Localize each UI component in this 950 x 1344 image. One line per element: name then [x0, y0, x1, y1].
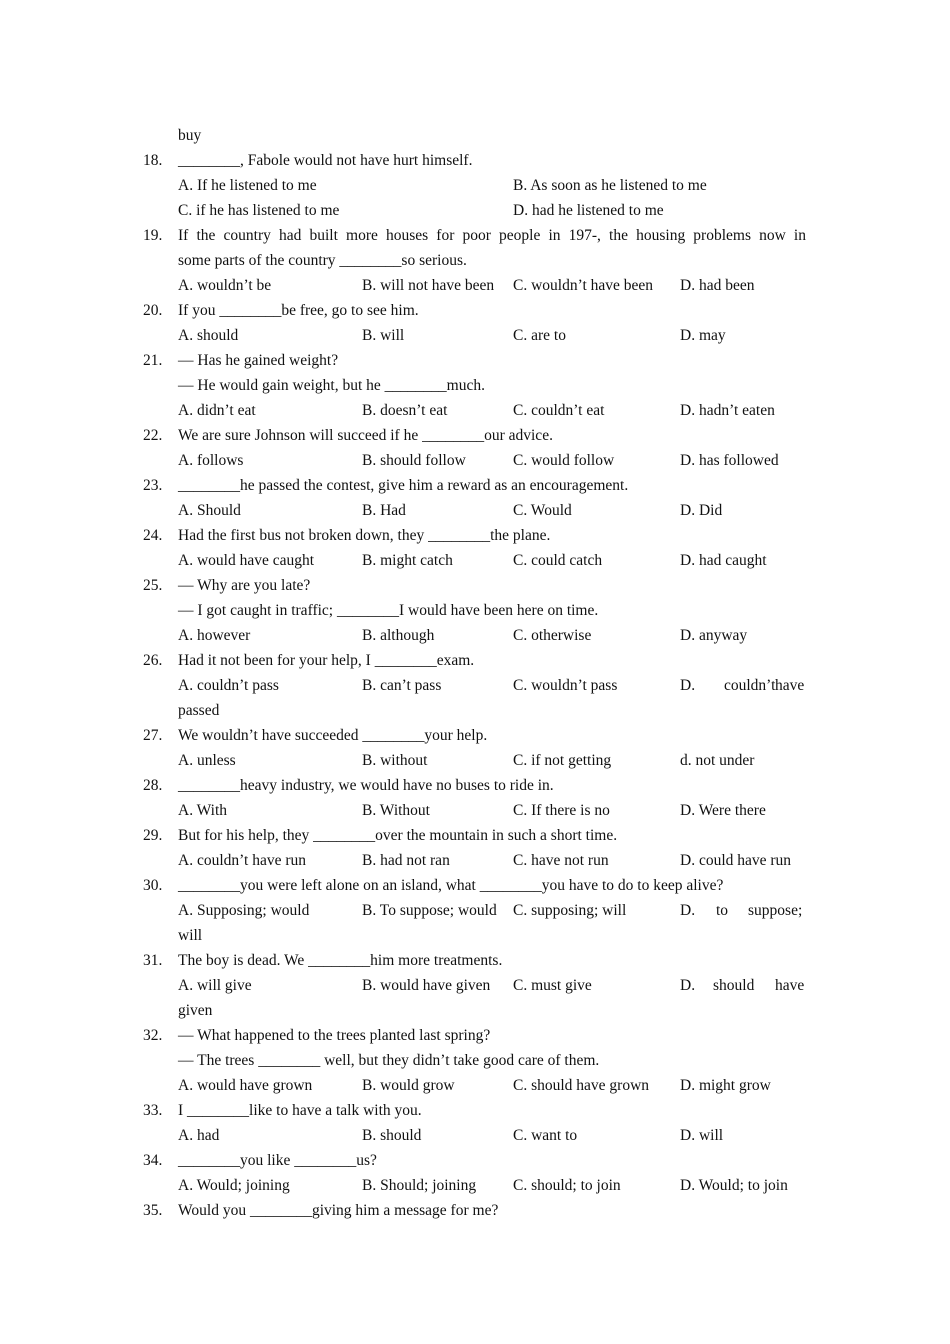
option-b: B. should follow — [362, 452, 466, 469]
option-c: C. if not getting — [513, 752, 612, 769]
option-d: D. might grow — [680, 1077, 771, 1094]
question-stem: The boy is dead. We ________him more treatments. — [178, 952, 503, 969]
option-c: C. could catch — [513, 552, 603, 569]
question-stem: I ________like to have a talk with you. — [178, 1102, 422, 1119]
question-stem-continued: — I got caught in traffic; ________I would have been here on time. — [178, 602, 599, 619]
option-a: A. If he listened to me — [178, 177, 317, 194]
option-b: B. As soon as he listened to me — [513, 177, 707, 194]
question-number: 18. — [143, 152, 163, 169]
option-b: B. without — [362, 752, 428, 769]
option-b: B. might catch — [362, 552, 453, 569]
question-number: 24. — [143, 527, 163, 544]
option-c: C. supposing; will — [513, 902, 627, 919]
option-a: A. With — [178, 802, 228, 819]
question-number: 20. — [143, 302, 163, 319]
question-stem: But for his help, they ________over the mountain in such a short time. — [178, 827, 618, 844]
option-c: C. otherwise — [513, 627, 592, 644]
option-d-word-3: have — [775, 977, 805, 994]
option-a: A. Would; joining — [178, 1177, 290, 1194]
question-stem-continued: — The trees ________ well, but they didn’t take good care of them. — [178, 1052, 600, 1069]
question-stem-continued: some parts of the country ________so serious. — [178, 252, 467, 269]
option-d: D. has followed — [680, 452, 779, 469]
option-b: B. would have given — [362, 977, 491, 994]
question-stem: ________he passed the contest, give him a reward as an encouragement. — [178, 477, 629, 494]
option-d-word-1: D. — [680, 977, 696, 994]
option-b: B. can’t pass — [362, 677, 442, 694]
question-stem: Had the first bus not broken down, they ________the plane. — [178, 527, 551, 544]
question-stem: We wouldn’t have succeeded ________your help. — [178, 727, 488, 744]
option-a: A. however — [178, 627, 251, 644]
option-d: D. may — [680, 327, 726, 344]
option-d-word-1: D. — [680, 902, 696, 919]
question-number: 28. — [143, 777, 163, 794]
option-a: A. will give — [178, 977, 252, 994]
option-d-word-3: suppose; — [748, 902, 803, 919]
option-d-word-3: have — [775, 677, 805, 694]
option-a: A. unless — [178, 752, 236, 769]
option-d-word-1: D. — [680, 677, 696, 694]
question-number: 23. — [143, 477, 163, 494]
question-stem: — Why are you late? — [178, 577, 311, 594]
question-stem: ________you were left alone on an island, what ________you have to do to keep alive? — [178, 877, 724, 894]
option-c: C. wouldn’t have been — [513, 277, 654, 294]
option-d: d. not under — [680, 752, 755, 769]
question-stem: If you ________be free, go to see him. — [178, 302, 419, 319]
option-c: C. must give — [513, 977, 592, 994]
question-number: 30. — [143, 877, 163, 894]
option-d: D. could have run — [680, 852, 792, 869]
option-c: C. have not run — [513, 852, 609, 869]
question-number: 25. — [143, 577, 163, 594]
option-d-word-2: should — [713, 977, 755, 994]
option-d-continued: will — [178, 927, 203, 944]
option-d: D. had been — [680, 277, 755, 294]
question-number: 22. — [143, 427, 163, 444]
question-number: 31. — [143, 952, 163, 969]
option-c: C. want to — [513, 1127, 578, 1144]
option-d: D. will — [680, 1127, 724, 1144]
option-d: D. anyway — [680, 627, 748, 644]
option-a: A. couldn’t pass — [178, 677, 279, 694]
option-a: A. should — [178, 327, 239, 344]
option-c: C. If there is no — [513, 802, 610, 819]
option-b: B. Should; joining — [362, 1177, 477, 1194]
option-a: A. wouldn’t be — [178, 277, 272, 294]
option-d: D. had he listened to me — [513, 202, 664, 219]
option-b: B. had not ran — [362, 852, 450, 869]
option-a: A. Should — [178, 502, 241, 519]
option-b: B. will not have been — [362, 277, 495, 294]
option-d: D. Were there — [680, 802, 766, 819]
question-stem: If the country had built more houses for poor people in 197-, the housing problems now in — [178, 227, 806, 244]
question-stem-continued: — He would gain weight, but he ________much. — [178, 377, 485, 394]
option-a: A. would have grown — [178, 1077, 313, 1094]
option-c: C. Would — [513, 502, 572, 519]
option-b: B. Without — [362, 802, 430, 819]
option-c: C. should; to join — [513, 1177, 621, 1194]
option-a: A. couldn’t have run — [178, 852, 306, 869]
option-d-word-2: couldn’t — [724, 677, 776, 694]
option-b: B. doesn’t eat — [362, 402, 448, 419]
question-number: 34. — [143, 1152, 163, 1169]
question-stem: ________heavy industry, we would have no buses to ride in. — [178, 777, 554, 794]
question-stem: Would you ________giving him a message for me? — [178, 1202, 499, 1219]
question-stem: ________, Fabole would not have hurt himself. — [178, 152, 473, 169]
option-c: C. should have grown — [513, 1077, 650, 1094]
question-number: 33. — [143, 1102, 163, 1119]
option-a: A. follows — [178, 452, 244, 469]
option-a: A. had — [178, 1127, 220, 1144]
option-b: B. should — [362, 1127, 422, 1144]
option-a: A. would have caught — [178, 552, 315, 569]
option-b: B. will — [362, 327, 405, 344]
option-b: B. To suppose; would — [362, 902, 497, 919]
option-d-word-2: to — [716, 902, 729, 919]
question-number: 35. — [143, 1202, 163, 1219]
option-c: C. wouldn’t pass — [513, 677, 618, 694]
option-d-continued: given — [178, 1002, 213, 1019]
question-number: 32. — [143, 1027, 163, 1044]
option-c: C. are to — [513, 327, 566, 344]
option-c: C. couldn’t eat — [513, 402, 605, 419]
option-a: A. didn’t eat — [178, 402, 256, 419]
question-stem: ________you like ________us? — [178, 1152, 377, 1169]
option-b: B. although — [362, 627, 435, 644]
question-stem: — Has he gained weight? — [178, 352, 339, 369]
option-c: C. if he has listened to me — [178, 202, 340, 219]
question-stem: Had it not been for your help, I ________exam. — [178, 652, 475, 669]
option-b: B. would grow — [362, 1077, 455, 1094]
option-d: D. hadn’t eaten — [680, 402, 775, 419]
question-number: 26. — [143, 652, 163, 669]
question-stem: — What happened to the trees planted last spring? — [178, 1027, 491, 1044]
option-d: D. Would; to join — [680, 1177, 788, 1194]
question-number: 27. — [143, 727, 163, 744]
option-b: B. Had — [362, 502, 406, 519]
question-stem: We are sure Johnson will succeed if he ________our advice. — [178, 427, 553, 444]
question-number: 21. — [143, 352, 163, 369]
continuation-text: buy — [178, 127, 202, 144]
question-number: 19. — [143, 227, 163, 244]
option-c: C. would follow — [513, 452, 615, 469]
option-d: D. had caught — [680, 552, 767, 569]
option-d-continued: passed — [178, 702, 220, 719]
option-d: D. Did — [680, 502, 723, 519]
question-number: 29. — [143, 827, 163, 844]
option-a: A. Supposing; would — [178, 902, 310, 919]
